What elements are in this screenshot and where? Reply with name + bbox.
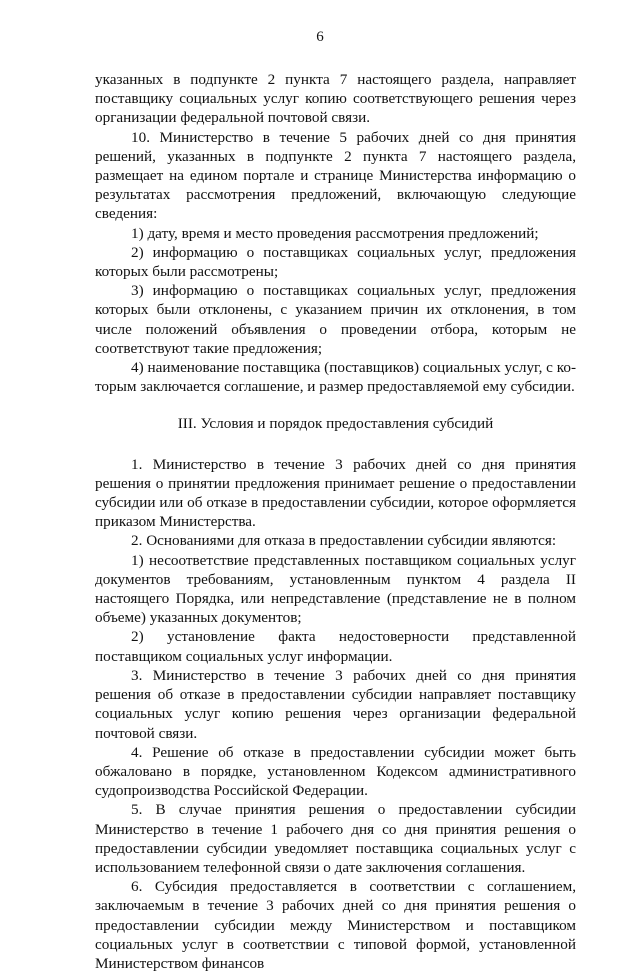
- paragraph: 4) наименование поставщика (поставщиков) социальных услуг, с которым заключается соглашение, и размер предоставляемой ему субсидии.: [95, 359, 576, 396]
- paragraph: 2. Основаниями для отказа в предоставлении субсидии являются:: [131, 532, 557, 550]
- paragraph: 1. Министерство в течение 3 рабочих дней со дня принятия решения о принятии предложения принимает решение о предоставлении субсидии или об отказе в предоставлении субсидии, которое оформляется приказом Министерства.: [95, 455, 576, 531]
- paragraph: 3. Министерство в течение 3 рабочих дней со дня принятия решения об отказе в предоставлении субсидии направляет поставщику социальных услуг копию решения через организации федеральной почтовой связи.: [95, 666, 576, 742]
- paragraph: указанных в подпункте 2 пункта 7 настоящего раздела, направляет поставщику социальных услуг копию соответствующего решения через организации федеральной почтовой связи.: [95, 71, 576, 127]
- paragraph: 3) информацию о поставщиках социальных услуг, предложения которых были отклонены, с указанием причин их отклонения, в том числе положений объявления о проведении отбора, которым не соответствуют такие предложения;: [95, 282, 576, 357]
- paragraph: 6. Субсидия предоставляется в соответствии с соглашением, заключаемым в течение 3 рабочих дней со дня принятия решения о предоставлении субсидии между Министерством и поставщиком социальных услуг в соответствии с типовой формой, установленной Министерством финансов: [95, 878, 576, 972]
- paragraph: 4. Решение об отказе в предоставлении субсидии может быть обжаловано в порядке, установленном Кодексом административного судопроизводства Российской Федерации.: [95, 743, 576, 800]
- paragraph: 2) установление факта недостоверности представленной поставщиком социальных услуг информации.: [95, 628, 576, 665]
- paragraph: 2) информацию о поставщиках социальных услуг, предложения которых были рассмотрены;: [95, 243, 576, 281]
- paragraph: 5. В случае принятия решения о предоставлении субсидии Министерство в течение 1 рабочего дня со дня принятия решения о предоставлении субсидии уведомляет поставщика социальных услуг с использованием телефонной связи о дате заключения соглашения.: [95, 801, 576, 876]
- section-heading: III. Условия и порядок предоставления субсидий: [177, 415, 494, 433]
- paragraph: 1) несоответствие представленных поставщиком социальных услуг документов требованиям, установленным пунктом 4 раздела II настоящего Порядка, или непредставление (представление не в полном объеме) указанных документов;: [95, 551, 576, 627]
- paragraph: 1) дату, время и место проведения рассмотрения предложений;: [131, 224, 539, 242]
- document-body: [95, 70, 576, 973]
- paragraph: 10. Министерство в течение 5 рабочих дней со дня принятия решений, указанных в подпункте 2 пункта 7 настоящего раздела, размещает на едином портале и странице Министерства информацию о результатах рассмотрения предложений, включающую следующие сведения:: [95, 128, 576, 223]
- page-number: 6: [316, 29, 324, 45]
